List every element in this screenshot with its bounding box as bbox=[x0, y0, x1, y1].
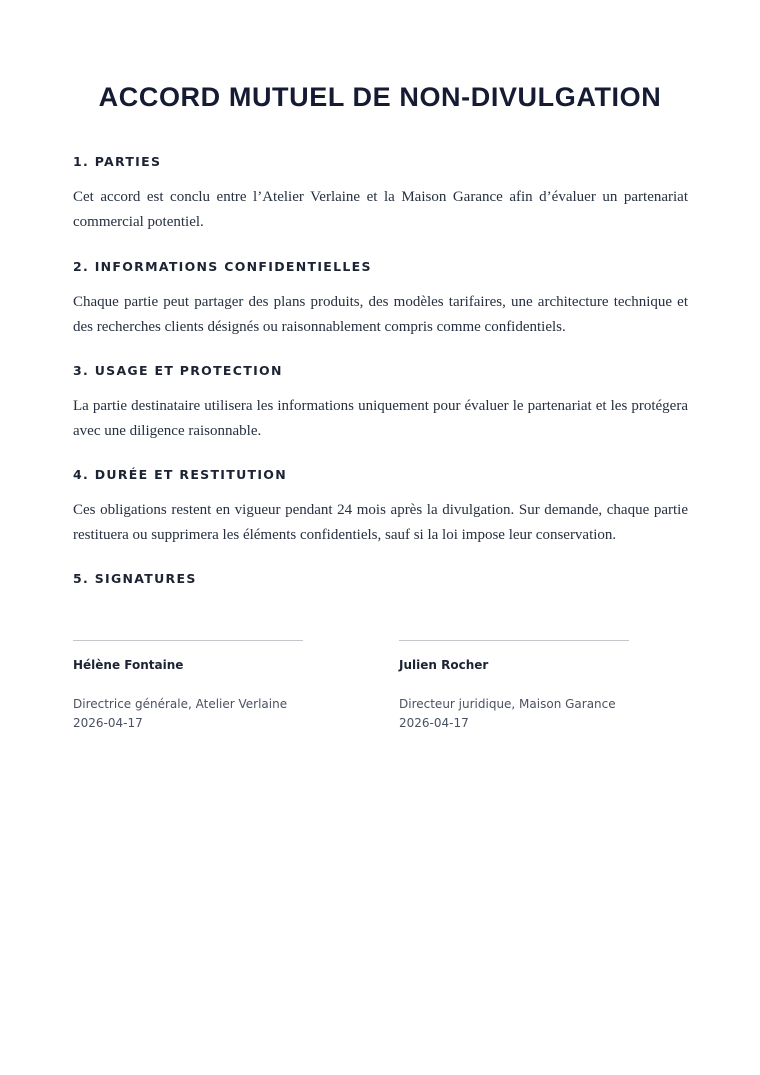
signature-block bbox=[73, 640, 693, 740]
section-heading: 2. INFORMATIONS CONFIDENTIELLES bbox=[73, 259, 372, 274]
section-heading: 4. DURÉE ET RESTITUTION bbox=[73, 467, 287, 482]
signature-line bbox=[73, 640, 303, 641]
signatory-role: Directrice générale, Atelier Verlaine bbox=[73, 697, 288, 711]
signatory-role: Directeur juridique, Maison Garance bbox=[399, 697, 616, 711]
section-duration-return bbox=[73, 466, 688, 547]
section-usage-protection bbox=[73, 362, 688, 443]
signatory-left bbox=[73, 640, 313, 733]
section-signatures bbox=[73, 570, 688, 588]
signatory-date: 2026-04-17 bbox=[73, 716, 143, 730]
signature-line bbox=[399, 640, 629, 641]
section-body: Ces obligations restent en vigueur pendant 24 mois après la divulgation. Sur demande, chaque partie restituera ou supprimera les éléments confidentiels, sauf si la loi impose leur conservation. bbox=[73, 502, 688, 543]
section-body: Cet accord est conclu entre l’Atelier Verlaine et la Maison Garance afin d’évaluer un partenariat commercial potentiel. bbox=[73, 189, 688, 230]
document-title: ACCORD MUTUEL DE NON-DIVULGATION bbox=[98, 82, 662, 112]
signatory-name: Hélène Fontaine bbox=[73, 658, 184, 672]
section-heading: 1. PARTIES bbox=[73, 154, 162, 169]
section-confidential-information bbox=[73, 258, 688, 339]
signatory-right bbox=[399, 640, 639, 733]
section-parties bbox=[73, 153, 688, 234]
signatory-name: Julien Rocher bbox=[399, 658, 489, 672]
section-body: La partie destinataire utilisera les informations uniquement pour évaluer le partenariat et les protégera avec une diligence raisonnable. bbox=[73, 398, 688, 439]
section-heading: 5. SIGNATURES bbox=[73, 571, 197, 586]
section-heading: 3. USAGE ET PROTECTION bbox=[73, 363, 283, 378]
signatory-date: 2026-04-17 bbox=[399, 716, 469, 730]
section-body: Chaque partie peut partager des plans produits, des modèles tarifaires, une architecture technique et des recherches clients désignés ou raisonnablement compris comme confidentiels. bbox=[73, 294, 688, 335]
